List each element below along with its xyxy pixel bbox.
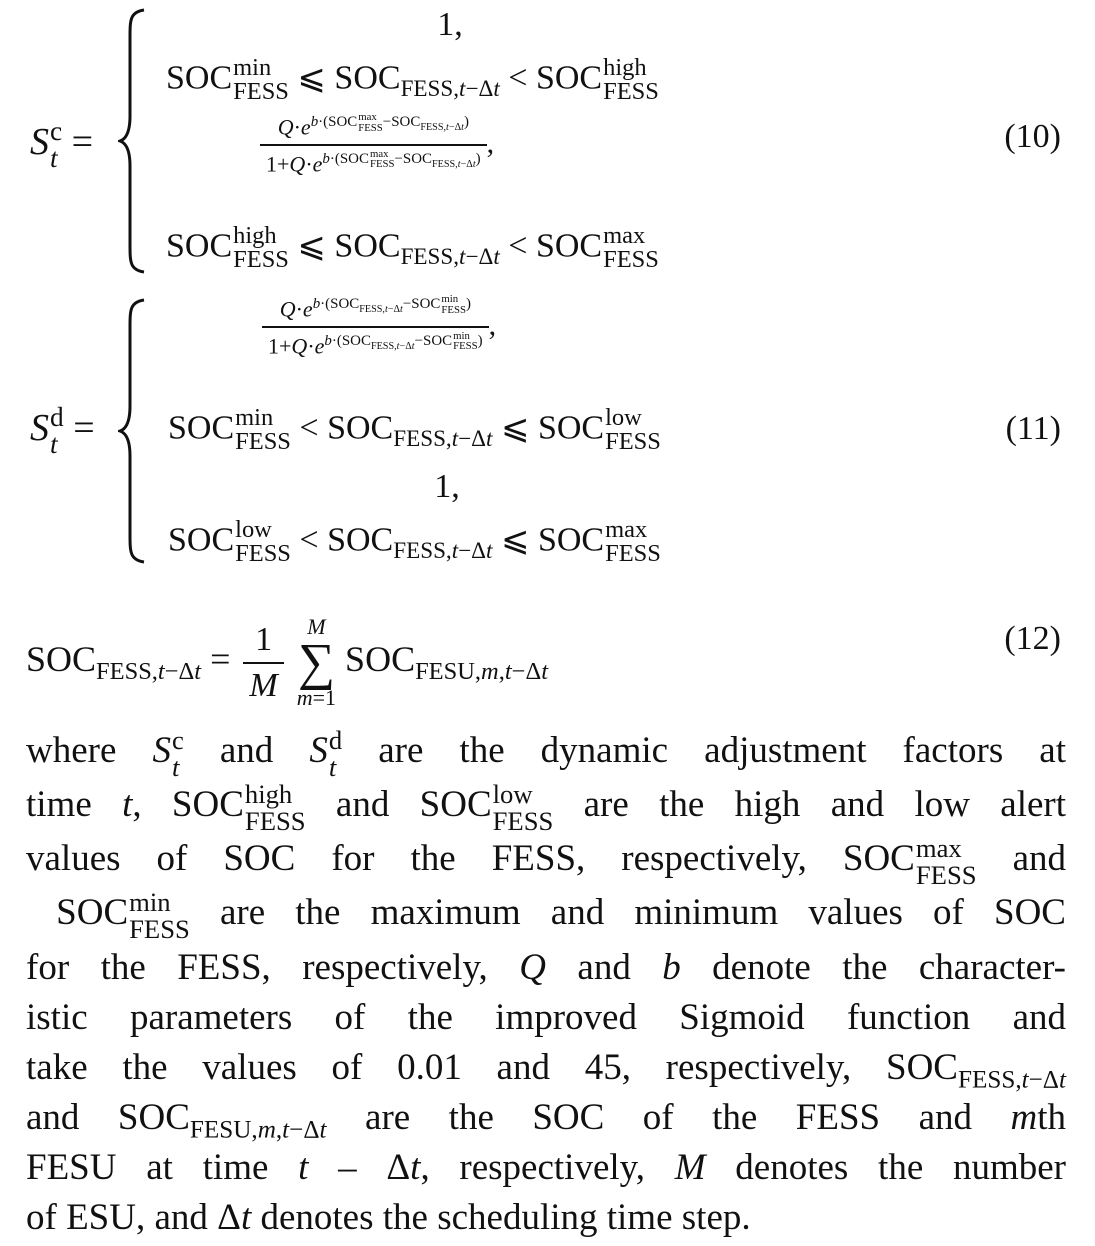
equation-12-body: $SOC_{FESS,t-\Delta t}$ = $\frac{1}{M}$ M ∑ m=1 $SOC_{FESU,m,t-\Delta t}$ <box>26 614 548 711</box>
equation-11-lhs: S d t = <box>30 402 95 460</box>
text-line: where S c t and S d t are the dynamic adjustment factors at <box>26 724 1066 782</box>
eq11-case2-condition: SOC low FESS < $SOC_{FESS,t-\Delta t}$ ⩽ SOC max FESS <box>168 516 661 568</box>
text-line: of ESU, and Δt denotes the scheduling time step. <box>26 1196 751 1238</box>
equation-10 <box>0 0 1095 280</box>
eq11-case1-condition: SOC min FESS < $SOC_{FESS,t-\Delta t}$ ⩽ SOC low FESS <box>168 404 661 456</box>
body-paragraph <box>26 726 1066 1243</box>
eq10-case2-condition: SOC high FESS ⩽ $SOC_{FESS,t-\Delta t}$ < SOC max FESS <box>166 222 659 274</box>
eq11-case2-value: 1, <box>434 468 460 505</box>
left-brace-icon <box>118 298 148 564</box>
text-line: and $SOC_{FESU,m,t-\Delta t}$ are the SOC of the FESS and mth <box>26 1096 1067 1144</box>
text-line: istic parameters of the improved Sigmoid function and <box>26 996 1066 1038</box>
equation-11-number: (11) <box>1005 410 1061 447</box>
eq10-case1-condition: SOC min FESS ⩽ $SOC_{FESS,t-\Delta t}$ < SOC high FESS <box>166 54 659 106</box>
equation-10-number: (10) <box>1004 118 1061 155</box>
text-line: for the FESS, respectively, Q and b denote the character- <box>26 946 1066 988</box>
equation-11 <box>0 292 1095 572</box>
equation-12 <box>0 586 1095 711</box>
text-line: values of SOC for the FESS, respectively, SOC max FESS and <box>26 833 1066 890</box>
eq10-case1-value: 1, <box>437 6 463 43</box>
text-line: FESU at time t – Δt, respectively, M denotes the number <box>26 1146 1066 1188</box>
text-line: SOC min FESS are the maximum and minimum values of SOC <box>26 887 1066 944</box>
equation-12-number: (12) <box>1004 620 1061 657</box>
left-brace-icon <box>118 8 148 274</box>
equation-10-lhs: S c t = <box>30 116 94 174</box>
text-line: time t, SOC high FESS and SOC low FESS are the high and low alert <box>26 779 1066 836</box>
eq10-case2-value: $Q\cdot e^{b\cdot(SOC max FESS -SOC_{FESS,t-\Delta t})}$ $1+Q\cdot e^{b\cdot(SOC max FESS -SOC_{FESS,t-\Delta t})}$ , <box>260 112 494 177</box>
eq11-case1-value: $Q\cdot e^{b\cdot(SOC_{FESS,t-\Delta t}-SOC min FESS )}$ $1+Q\cdot e^{b\cdot(SOC_{FESS,t-\Delta t}-SOC min FESS )}$ , <box>262 294 496 359</box>
text-line: take the values of 0.01 and 45, respectively, $SOC_{FESS,t-\Delta t}$ <box>26 1046 1066 1094</box>
